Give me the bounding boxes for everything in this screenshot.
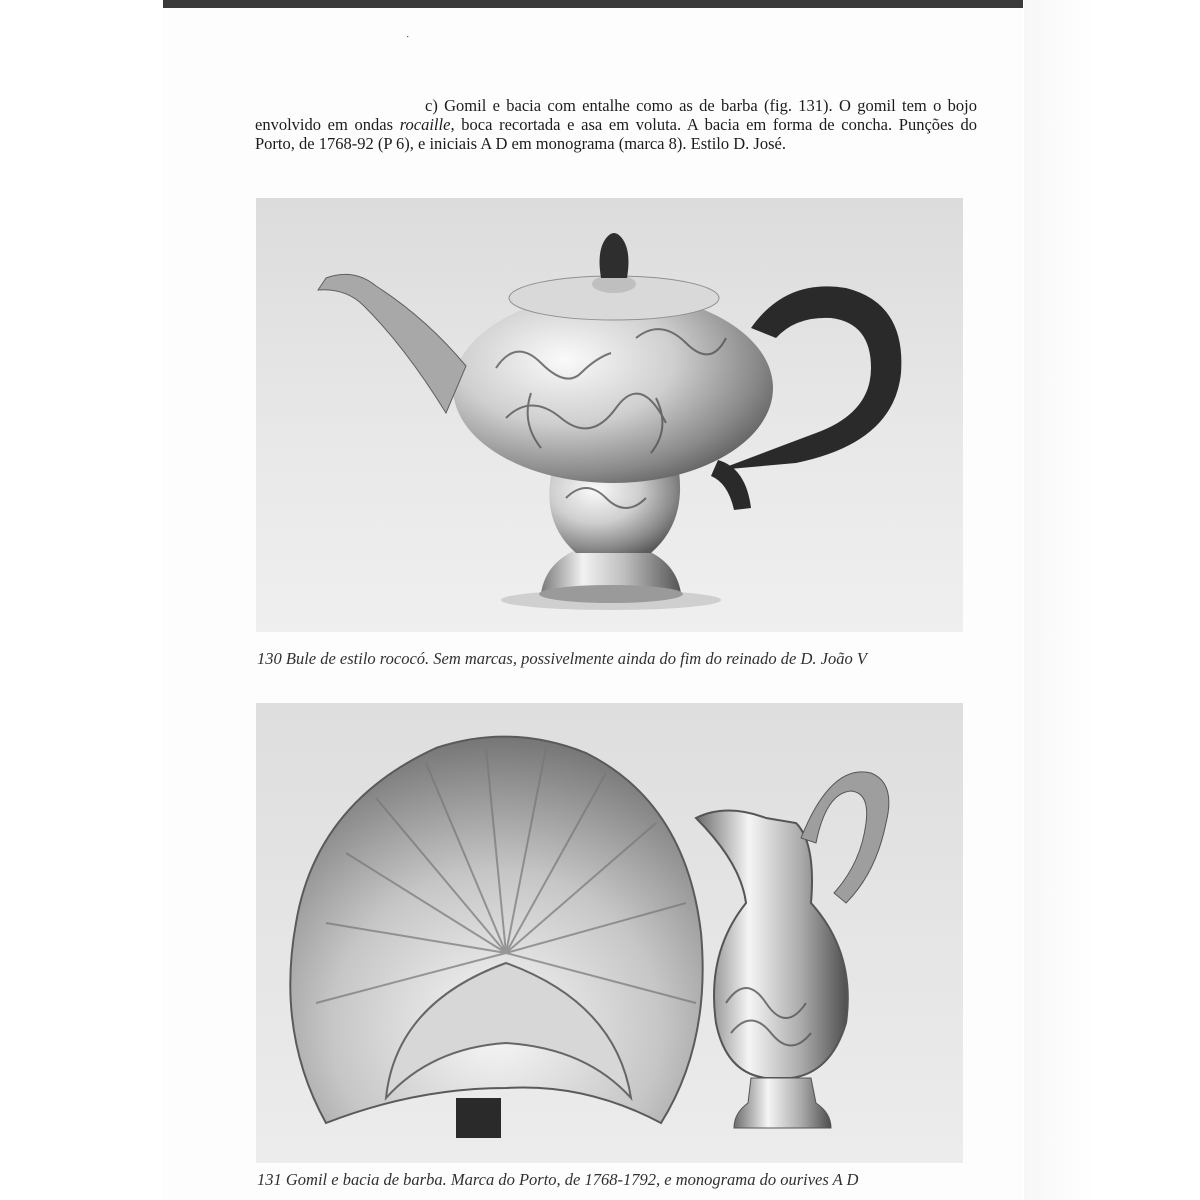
body-paragraph: [255, 96, 977, 153]
top-border: [163, 0, 1023, 8]
teapot-body: [453, 293, 773, 483]
basin-ewer-illustration: [256, 703, 963, 1163]
basin-stand: [456, 1098, 501, 1138]
basin-and-ewer-photo: [256, 703, 963, 1163]
teapot-photo: [256, 198, 963, 632]
page-edge: [1024, 0, 1200, 1200]
paragraph-end: , boca recortada e asa em voluta. A bacia em forma de concha. Punções do Porto, de 1768-92 (P 6), e iniciais A D em monograma (marca 8). Estilo D. José.: [255, 115, 977, 153]
figure-caption-130: 130 Bule de estilo rococó. Sem marcas, possivelmente ainda do fim do reinado de D. João V: [257, 649, 867, 668]
figure-caption-131: 131 Gomil e bacia de barba. Marca do Porto, de 1768-1792, e monograma do ourives A D: [257, 1170, 859, 1189]
paragraph-italic: rocaille: [399, 115, 451, 134]
paragraph-start: c) Gomil e bacia com entalhe como as de barba (fig. 131). O gomil tem o bojo envolvido em ondas: [255, 96, 977, 134]
teapot-illustration: [256, 198, 963, 632]
dust-speck: ⋅: [406, 32, 410, 43]
